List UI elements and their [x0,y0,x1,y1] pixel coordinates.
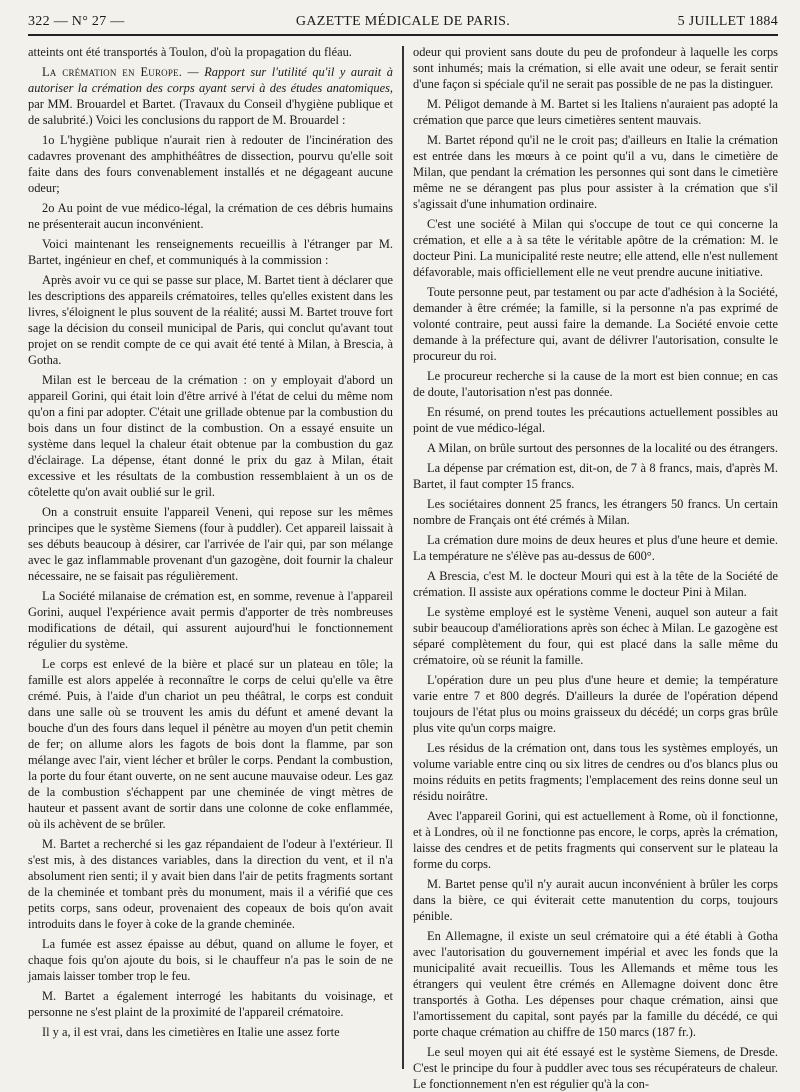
paragraph: Les résidus de la crémation ont, dans tous les systèmes employés, un volume variable entre cinq ou six litres de cendres ou d'os blancs plus ou moins réduits en petits fragments; l'emplacement des reins donne seul un résidu noirâtre. [413,741,778,803]
journal-title: GAZETTE MÉDICALE DE PARIS. [295,14,511,29]
paragraph: M. Bartet répond qu'il ne le croit pas; d'ailleurs en Italie la crémation est entrée dans les mœurs à ce point qu'il a vu, dans le cimetière de Milan, que pendant la crémation les personnes qui sont dans le cimetière même ne se dérangent pas plus pour assister à la crémation que s'il s'agissait d'une inhumation ordinaire. [413,133,778,211]
text-columns [28,44,778,1091]
paragraph: M. Péligot demande à M. Bartet si les Italiens n'auraient pas adopté la crémation que parce que leurs cimetières sentent mauvais. [413,97,778,127]
paragraph: Le corps est enlevé de la bière et placé sur un plateau en tôle; la famille est alors appelée à reconnaître le corps de celui qu'elle va être crémé. Puis, à l'aide d'un chariot un peu théâtral, le corps est conduit dans une salle où se trouvent les amis du défunt et amené devant la bouche d'un des fours dans lequel il pénètre au moyen d'un petit chemin de fer; on allume alors les fagots de bois dont la flamme, par son mélange avec l'air, vient lécher et brûler le corps. Pendant la combustion, la porte du four étant ouverte, on ne sent aucune mauvaise odeur. Les gaz de la combustion s'échappent par une cheminée de vingt mètres de hauteur et passent avant de sortir dans une colonne de coke enflammée, où ils achèvent de se brûler. [28,657,393,831]
paragraph: La dépense par crémation est, dit-on, de 7 à 8 francs, mais, d'après M. Bartet, il faut compter 15 francs. [413,461,778,491]
section-subtitle: — Rapport sur l'utilité qu'il y aurait à autoriser la crémation des corps ayant servi à des études anatomiques, [28,65,393,95]
intro-paragraph: atteints ont été transportés à Toulon, d'où la propagation du fléau. [28,45,352,59]
paragraph: L'opération dure un peu plus d'une heure et demie; la température varie entre 7 et 800 degrés. D'ailleurs la durée de l'opération dépend toujours de l'état plus ou moins graisseux du décédé; un corps gras brûle plus vite qu'un corps maigre. [413,673,778,735]
paragraph: A Brescia, c'est M. le docteur Mouri qui est à la tête de la Société de crémation. Il assiste aux opérations comme le docteur Pini à Milan. [413,569,778,599]
paragraph: En résumé, on prend toutes les précautions actuellement possibles au point de vue médico-légal. [413,405,778,435]
page-header [28,8,778,36]
paragraph: Le seul moyen qui ait été essayé est le système Siemens, de Dresde. C'est le principe du four à puddler avec tous ses récupérateurs de chaleur. Le fonctionnement n'en est régulier qu'à la con- [413,1045,778,1091]
paragraph: Milan est le berceau de la crémation : on y employait d'abord un appareil Gorini, qui était loin d'être arrivé à l'état de celui du même nom qu'on a fini par adopter. C'était une grillade obtenue par la combustion du bois dans un four distinct de la combustion. On a essayé ensuite un système dans lequel la chaleur était obtenue par la combustion du gaz d'éclairage. La dépense, étant donné le prix du gaz à Milan, était excessive et les résultats de la combustion ressemblaient à un os de côtelette qu'on avait oublié sur le gril. [28,373,393,499]
paragraph: En Allemagne, il existe un seul crématoire qui a été établi à Gotha avec l'autorisation du gouvernement impérial et avec les fonds que la municipalité avait recueillis. Tous les Allemands et même tous les étrangers qui veulent être crémés en Allemagne doivent donc être transportés à Gotha. Les dépenses pour chaque crémation, ainsi que l'amortissement du capital, sont payés par la famille du décédé, ce qui porte chaque crémation au chiffre de 150 marcs (187 fr.). [413,929,778,1039]
paragraph: A Milan, on brûle surtout des personnes de la localité ou des étrangers. [427,441,778,455]
section-title: La crémation en Europe. [42,65,183,79]
paragraph: Le système employé est le système Veneni, auquel son auteur a fait subir beaucoup d'améliorations après son échec à Milan. Le gazogène est séparé complètement du four, qui est placé dans la salle même du crématoire, où se réunit la famille. [413,605,778,667]
paragraph: La crémation dure moins de deux heures et plus d'une heure et demie. La température ne s'élève pas au-dessus de 600°. [413,533,778,563]
paragraph: M. Bartet pense qu'il n'y aurait aucun inconvénient à brûler les corps dans la bière, ce qui éviterait cette manutention du corps, toujours pénible. [413,877,778,923]
paragraph: C'est une société à Milan qui s'occupe de tout ce qui concerne la crémation, et elle a à sa tête le véritable apôtre de la crémation: M. le docteur Pini. La municipalité reste neutre; elle attend, elle n'est nullement défavorable, mais officiellement elle ne veut prendre aucune initiative. [413,217,778,279]
paragraph: Toute personne peut, par testament ou par acte d'adhésion à la Société, demander à être crémée; la famille, si la personne n'a pas exprimé de volonté contraire, peut aussi faire la demande. La Société envoie cette demande à la préfecture qui, avant de délivrer l'autorisation, consulte le procureur du roi. [413,285,778,363]
paragraph: Les sociétaires donnent 25 francs, les étrangers 50 francs. Un certain nombre de Français ont été crémés à Milan. [413,497,778,527]
paragraph: 1o L'hygiène publique n'aurait rien à redouter de l'incinération des cadavres provenant des amphithéâtres de dissection, pourvu qu'elle soit faite dans des fours convenablement installés et ne dégageant aucune odeur; [28,133,393,195]
paragraph: M. Bartet a également interrogé les habitants du voisinage, et personne ne s'est plaint de la proximité de l'appareil crématoire. [28,989,393,1019]
paragraph: Après avoir vu ce qui se passe sur place, M. Bartet tient à déclarer que les descriptions des appareils crématoires, telles qu'elles existent dans les livres, s'éloignent le plus souvent de la réalité; aussi M. Bartet trouve fort sage la décision du conseil municipal de Paris, qui conclut qu'avant tout projet on se rendit compte de ce qui avait été tenté à Milan, à Brescia, à Gotha. [28,273,393,367]
paragraph: Le procureur recherche si la cause de la mort est bien connue; en cas de doute, l'autorisation n'est pas donnée. [413,369,778,399]
page-number: 322 — N° 27 — [28,14,125,29]
paragraph: On a construit ensuite l'appareil Veneni, qui repose sur les mêmes principes que le système Siemens (four à puddler). Cet appareil laissait à ses débuts beaucoup à désirer, car l'arrivée de l'air qui, par son mélange avec le gaz inflammable provenant d'un gazogène, doit fournir la chaleur nécessaire, ne se faisait pas régulièrement. [28,505,393,583]
section-heading-paragraph [28,64,393,128]
issue-date: 5 JUILLET 1884 [677,14,778,29]
paragraph: Voici maintenant les renseignements recueillis à l'étranger par M. Bartet, ingénieur en chef, et communiqués à la commission : [28,237,393,267]
paragraph: La Société milanaise de crémation est, en somme, revenue à l'appareil Gorini, auquel l'expérience avait permis d'apporter de très nombreuses modifications de détail, qui assurent aujourd'hui le fonctionnement régulier du système. [28,589,393,651]
paragraph: M. Bartet a recherché si les gaz répandaient de l'odeur à l'extérieur. Il s'est mis, à des distances variables, dans la direction du vent, et il n'a absolument rien senti; il y avait bien dans l'air de petits fragments sortant de la cheminée et tombant près du monument, mais il a vérifié que ces petits corps, sans odeur, provenaient des copeaux de bois qu'on avait introduits dans le foyer à coke de la grande cheminée. [28,837,393,931]
section-rest: par MM. Brouardel et Bartet. (Travaux du Conseil d'hygiène publique et de salubrité.) Voici les conclusions du rapport de M. Brouardel : [28,97,393,127]
paragraph: odeur qui provient sans doute du peu de profondeur à laquelle les corps sont inhumés; mais la crémation, si elle avait une odeur, se ferait sentir d'une façon si spéciale qu'il ne serait pas possible de ne pas la distinguer. [413,45,778,91]
paragraph: Il y a, il est vrai, dans les cimetières en Italie une assez forte [42,1025,340,1039]
right-column [404,44,778,1091]
left-column [28,44,402,1069]
paragraph: La fumée est assez épaisse au début, quand on allume le foyer, et chaque fois qu'on ajoute du bois, si le chauffeur n'a pas le soin de ne jamais laisser tomber trop le feu. [28,937,393,983]
paragraph: 2o Au point de vue médico-légal, la crémation de ces débris humains ne présenterait aucun inconvénient. [28,201,393,231]
paragraph: Avec l'appareil Gorini, qui est actuellement à Rome, où il fonctionne, et à Londres, où il ne fonctionne pas encore, le corps, après la crémation, laisse des cendres et de petits fragments qui conservent sur le plateau la forme du corps. [413,809,778,871]
